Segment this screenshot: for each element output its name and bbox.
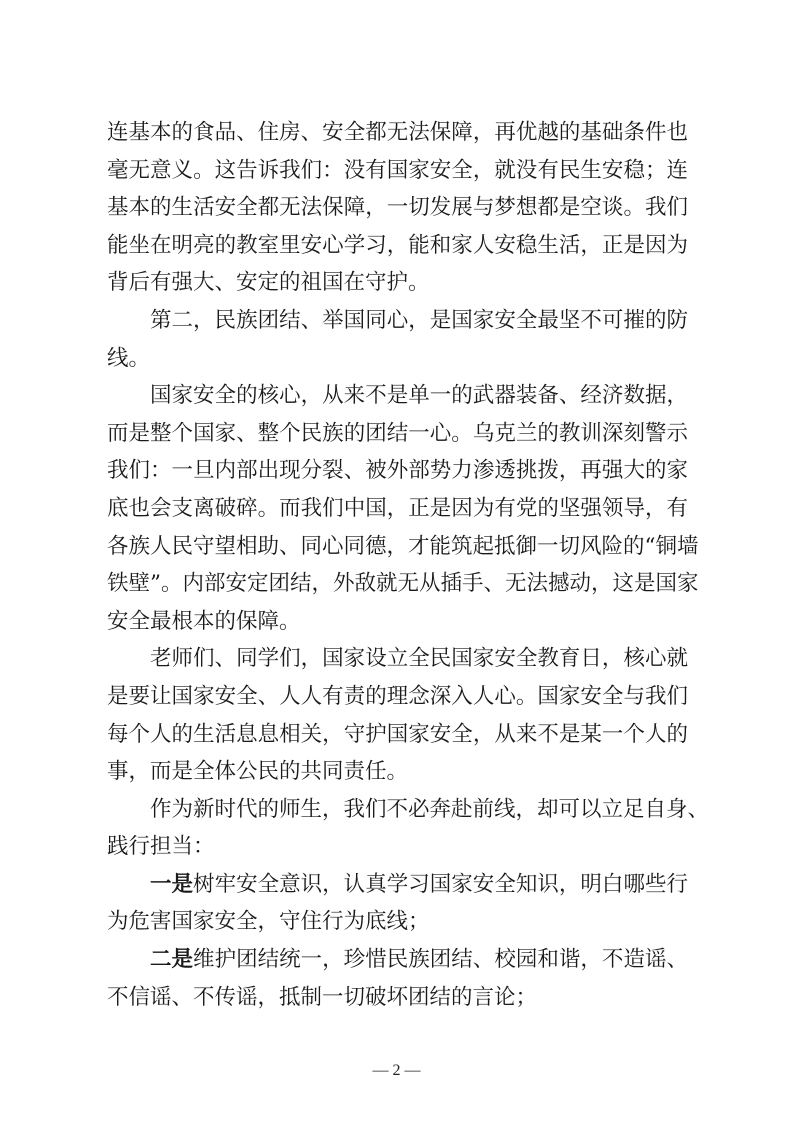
text-line: 不信谣、不传谣，抵制一切破坏团结的言论； — [107, 984, 538, 1010]
text-line: 而是整个国家、整个民族的团结一心。乌克兰的教训深刻警示 — [107, 420, 688, 446]
paragraph-1 — [107, 114, 688, 302]
text-line: 事，而是全体公民的共同责任。 — [107, 759, 409, 785]
text-line: 每个人的生活息息相关，守护国家安全，从来不是某一个人的 — [107, 721, 688, 747]
point-lead: 二是 — [150, 947, 194, 973]
text-line: 毫无意义。这告诉我们：没有国家安全，就没有民生安稳；连 — [107, 157, 688, 183]
text-line: 连基本的食品、住房、安全都无法保障，再优越的基础条件也 — [107, 120, 688, 145]
text-line: 线。 — [107, 345, 151, 371]
document-body — [107, 114, 710, 1016]
point-text: 维护团结统一，珍惜民族团结、校园和谐，不造谣、 — [193, 947, 688, 973]
paragraph-point-two — [107, 941, 688, 1016]
text-line: 践行担当： — [107, 834, 215, 860]
text-line — [107, 866, 688, 904]
text-line: 安全最根本的保障。 — [107, 608, 301, 634]
text-line: 作为新时代的师生，我们不必奔赴前线，却可以立足自身、 — [150, 796, 710, 822]
text-line: 各族人民守望相助、同心同德，才能筑起抵御一切风险的“铜墙 — [107, 533, 699, 559]
paragraph-3 — [107, 377, 699, 640]
text-line: 是要让国家安全、人人有责的理念深入人心。国家安全与我们 — [107, 683, 688, 709]
paragraph-heading-second — [107, 302, 688, 377]
text-line: 底也会支离破碎。而我们中国，正是因为有党的坚强领导，有 — [107, 495, 688, 521]
text-line: 第二，民族团结、举国同心，是国家安全最坚不可摧的防 — [150, 307, 688, 333]
paragraph-5 — [107, 791, 710, 866]
text-line: 国家安全的核心，从来不是单一的武器装备、经济数据， — [150, 383, 688, 409]
text-line: 能坐在明亮的教室里安心学习，能和家人安稳生活，正是因为 — [107, 232, 688, 258]
text-line: 背后有强大、安定的祖国在守护。 — [107, 270, 430, 296]
page-number: — 2 — — [372, 1062, 421, 1079]
point-text: 树牢安全意识，认真学习国家安全知识，明白哪些行 — [193, 871, 688, 897]
text-line — [107, 941, 688, 979]
text-line: 我们：一旦内部出现分裂、被外部势力渗透挑拨，再强大的家 — [107, 458, 688, 484]
paragraph-point-one — [107, 866, 688, 941]
text-line: 基本的生活安全都无法保障，一切发展与梦想都是空谈。我们 — [107, 195, 688, 221]
text-line: 老师们、同学们，国家设立全民国家安全教育日，核心就 — [150, 646, 688, 672]
text-line: 为危害国家安全，守住行为底线； — [107, 909, 430, 935]
point-lead: 一是 — [150, 871, 194, 897]
paragraph-4 — [107, 640, 688, 790]
text-line: 铁壁”。内部安定团结，外敌就无从插手、无法撼动，这是国家 — [107, 571, 699, 597]
